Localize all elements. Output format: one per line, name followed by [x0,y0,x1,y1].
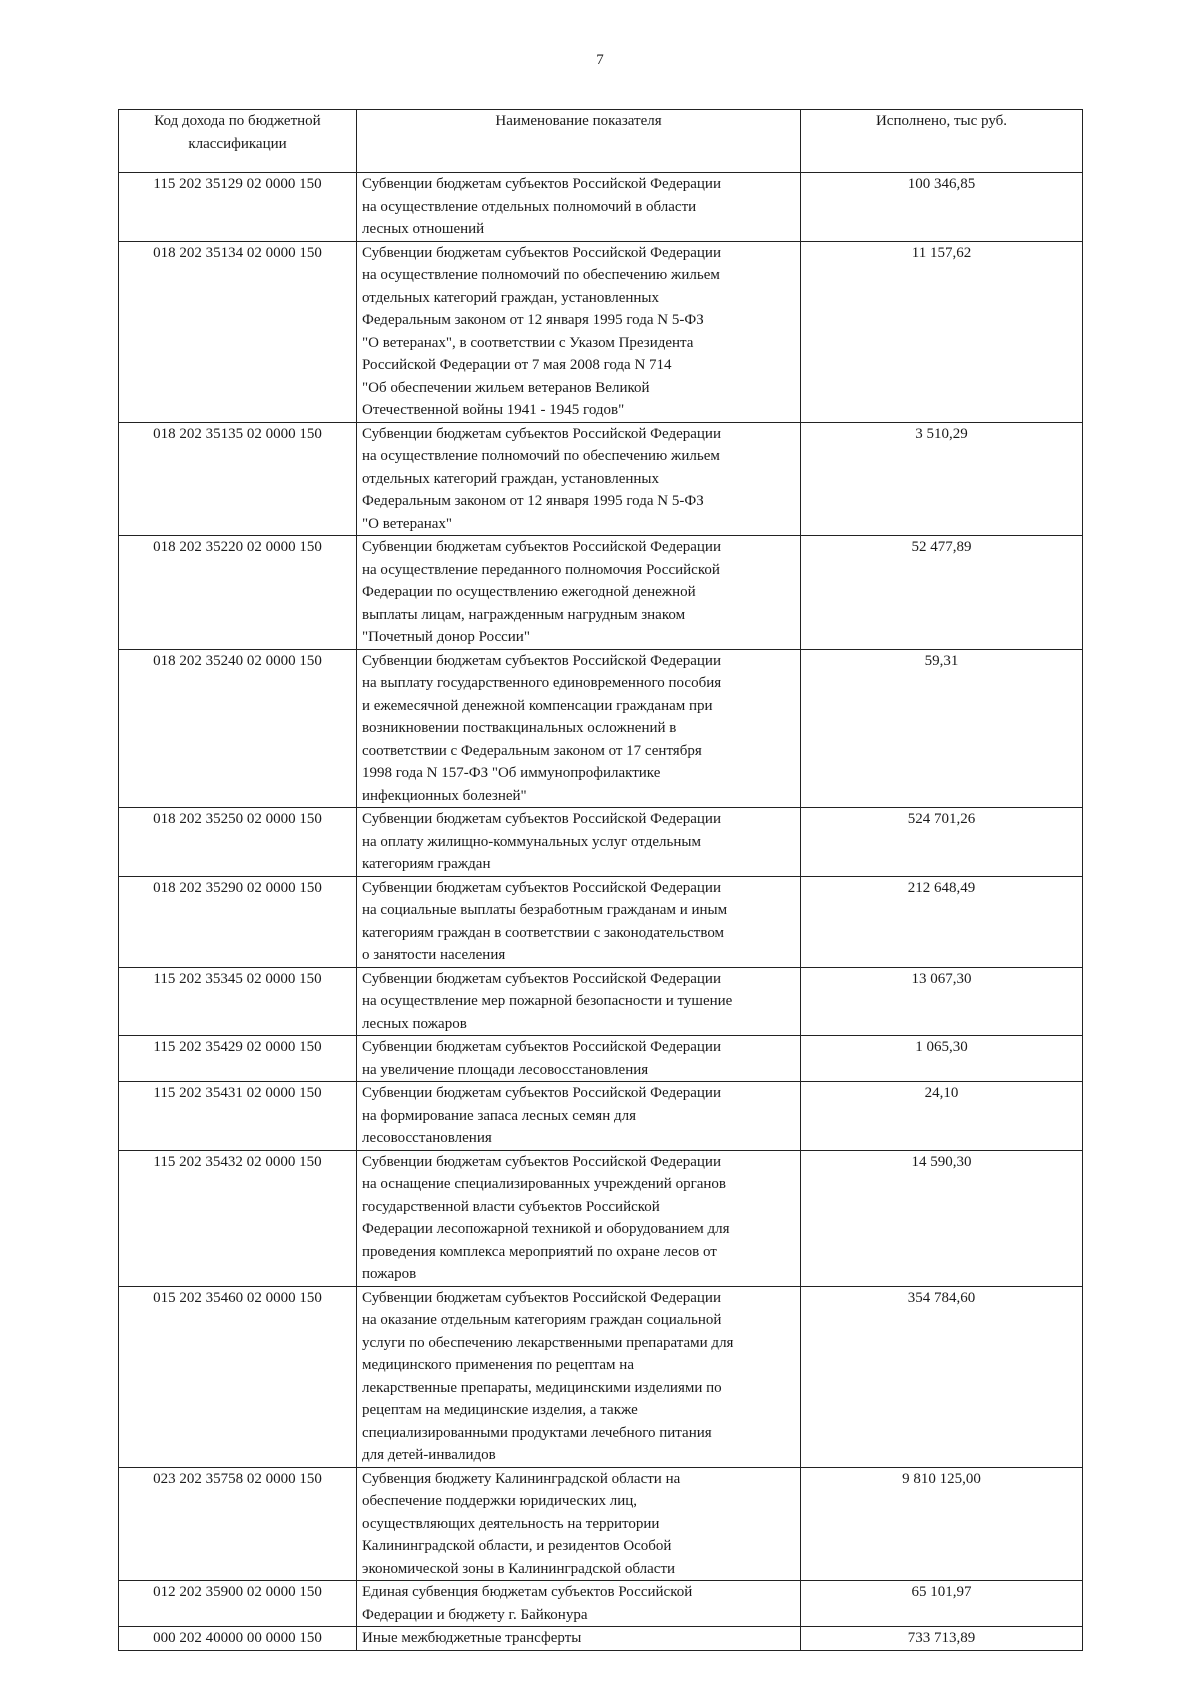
row-code: 115 202 35129 02 0000 150 [119,173,357,242]
table-row [119,241,1083,422]
row-amount: 9 810 125,00 [801,1467,1083,1581]
table-row [119,1150,1083,1286]
row-code: 018 202 35250 02 0000 150 [119,808,357,877]
row-name: Субвенции бюджетам субъектов Российской Федерации на оснащение специализированных учреждений органов государственной власти субъектов Российской Федерации лесопожарной техникой и оборудованием для проведения комплекса мероприятий по охране лесов от пожаров [357,1150,801,1286]
row-code: 000 202 40000 00 0000 150 [119,1627,357,1651]
row-name: Субвенции бюджетам субъектов Российской Федерации на осуществление полномочий по обеспечению жильем отдельных категорий граждан, установленных Федеральным законом от 12 января 1995 года N 5-ФЗ "О ветеранах", в соответствии с Указом Президента Российской Федерации от 7 мая 2008 года N 714 "Об обеспечении жильем ветеранов Великой Отечественной войны 1941 - 1945 годов" [357,241,801,422]
table-row [119,1036,1083,1082]
row-name: Субвенции бюджетам субъектов Российской Федерации на осуществление мер пожарной безопасности и тушение лесных пожаров [357,967,801,1036]
row-name: Субвенции бюджетам субъектов Российской Федерации на социальные выплаты безработным гражданам и иным категориям граждан в соответствии с законодательством о занятости населения [357,876,801,967]
row-name: Субвенции бюджетам субъектов Российской Федерации на оплату жилищно-коммунальных услуг отдельным категориям граждан [357,808,801,877]
row-code: 018 202 35220 02 0000 150 [119,536,357,650]
table-row [119,1581,1083,1627]
row-name: Субвенции бюджетам субъектов Российской Федерации на увеличение площади лесовосстановления [357,1036,801,1082]
row-code: 012 202 35900 02 0000 150 [119,1581,357,1627]
table-body [119,173,1083,1651]
row-amount: 11 157,62 [801,241,1083,422]
table-row [119,1467,1083,1581]
row-code: 115 202 35432 02 0000 150 [119,1150,357,1286]
row-amount: 65 101,97 [801,1581,1083,1627]
row-name: Субвенции бюджетам субъектов Российской Федерации на осуществление отдельных полномочий в области лесных отношений [357,173,801,242]
row-amount: 13 067,30 [801,967,1083,1036]
row-code: 115 202 35431 02 0000 150 [119,1082,357,1151]
header-code: Код дохода по бюджетной классификации [119,110,357,173]
page-number: 7 [596,52,604,68]
table-row [119,536,1083,650]
table-row [119,422,1083,536]
header-row [119,110,1083,173]
row-code: 115 202 35345 02 0000 150 [119,967,357,1036]
row-code: 018 202 35290 02 0000 150 [119,876,357,967]
table-row [119,808,1083,877]
row-name: Субвенции бюджетам субъектов Российской Федерации на осуществление переданного полномочия Российской Федерации по осуществлению ежегодной денежной выплаты лицам, награжденным нагрудным знаком "Почетный донор России" [357,536,801,650]
row-code: 115 202 35429 02 0000 150 [119,1036,357,1082]
row-amount: 354 784,60 [801,1286,1083,1467]
row-name: Субвенции бюджетам субъектов Российской Федерации на формирование запаса лесных семян для лесовосстановления [357,1082,801,1151]
row-amount: 52 477,89 [801,536,1083,650]
row-code: 018 202 35134 02 0000 150 [119,241,357,422]
row-amount: 59,31 [801,649,1083,808]
table-row [119,967,1083,1036]
table-row [119,173,1083,242]
row-amount: 24,10 [801,1082,1083,1151]
table-row [119,1627,1083,1651]
table-row [119,1286,1083,1467]
row-name: Субвенции бюджетам субъектов Российской Федерации на выплату государственного единовременного пособия и ежемесячной денежной компенсации гражданам при возникновении поствакцинальных осложнений в соответствии с Федеральным законом от 17 сентября 1998 года N 157-ФЗ "Об иммунопрофилактике инфекционных болезней" [357,649,801,808]
table-row [119,876,1083,967]
row-amount: 212 648,49 [801,876,1083,967]
row-code: 018 202 35135 02 0000 150 [119,422,357,536]
row-amount: 524 701,26 [801,808,1083,877]
row-name: Субвенция бюджету Калининградской области на обеспечение поддержки юридических лиц, осуществляющих деятельность на территории Калининградской области, и резидентов Особой экономической зоны в Калининградской области [357,1467,801,1581]
row-name: Иные межбюджетные трансферты [357,1627,801,1651]
row-amount: 733 713,89 [801,1627,1083,1651]
budget-table [118,109,1083,1651]
table-row [119,649,1083,808]
row-code: 015 202 35460 02 0000 150 [119,1286,357,1467]
header-name: Наименование показателя [357,110,801,173]
row-amount: 14 590,30 [801,1150,1083,1286]
row-name: Субвенции бюджетам субъектов Российской Федерации на осуществление полномочий по обеспечению жильем отдельных категорий граждан, установленных Федеральным законом от 12 января 1995 года N 5-ФЗ "О ветеранах" [357,422,801,536]
row-amount: 1 065,30 [801,1036,1083,1082]
row-name: Единая субвенция бюджетам субъектов Российской Федерации и бюджету г. Байконура [357,1581,801,1627]
table-header [119,110,1083,173]
row-code: 018 202 35240 02 0000 150 [119,649,357,808]
row-name: Субвенции бюджетам субъектов Российской Федерации на оказание отдельным категориям граждан социальной услуги по обеспечению лекарственными препаратами для медицинского применения по рецептам на лекарственные препараты, медицинскими изделиями по рецептам на медицинские изделия, а также специализированными продуктами лечебного питания для детей-инвалидов [357,1286,801,1467]
row-amount: 3 510,29 [801,422,1083,536]
table-row [119,1082,1083,1151]
row-amount: 100 346,85 [801,173,1083,242]
row-code: 023 202 35758 02 0000 150 [119,1467,357,1581]
header-amount: Исполнено, тыс руб. [801,110,1083,173]
